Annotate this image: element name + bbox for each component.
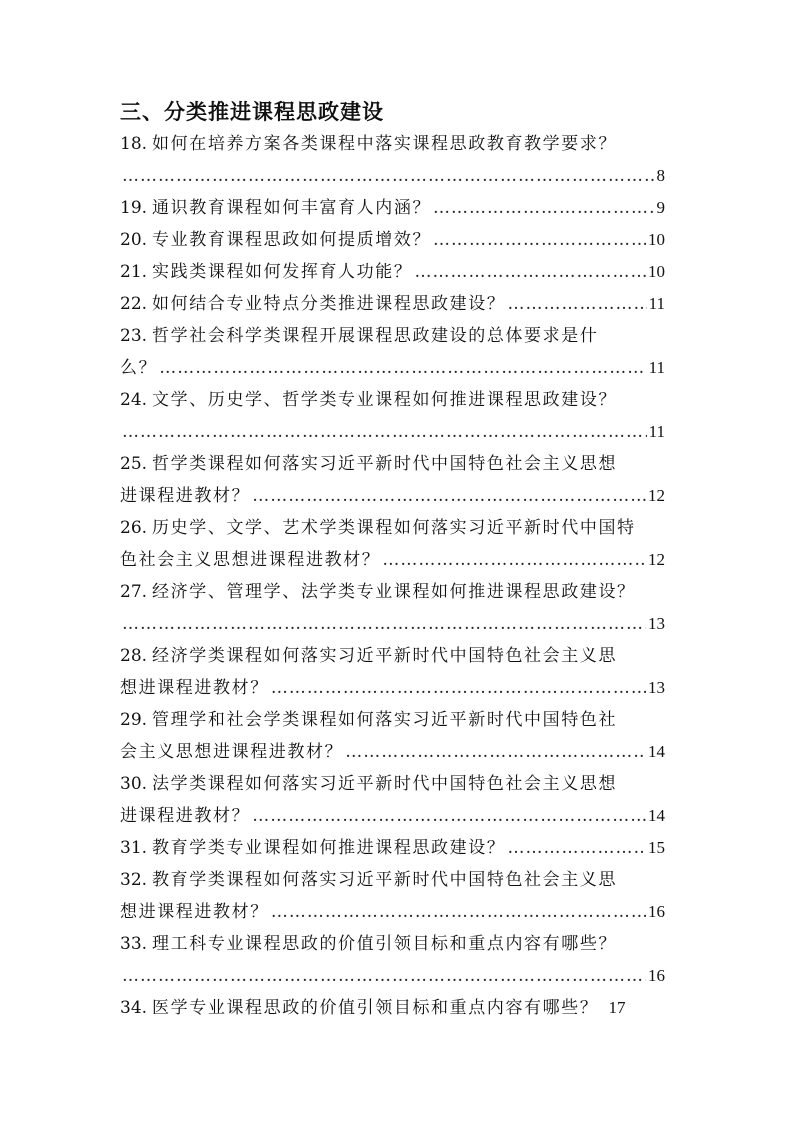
toc-entry-line bbox=[120, 416, 665, 448]
entry-number: 18. bbox=[120, 134, 148, 154]
toc-entry[interactable] bbox=[120, 576, 665, 640]
leader-dots bbox=[122, 608, 646, 640]
entry-page-number: 12 bbox=[648, 486, 665, 505]
entry-page-number: 16 bbox=[648, 902, 665, 921]
entry-page-number: 13 bbox=[648, 678, 665, 697]
entry-number: 29. bbox=[120, 710, 148, 730]
entry-page-number: 8 bbox=[656, 166, 665, 185]
table-of-contents bbox=[120, 128, 665, 1024]
toc-entry[interactable] bbox=[120, 928, 665, 992]
leader-dots bbox=[345, 736, 646, 768]
entry-title: 实践类课程如何发挥育人功能？ bbox=[152, 262, 413, 282]
entry-page-number: 14 bbox=[648, 806, 665, 825]
entry-title-continued: 进课程进教材？ bbox=[120, 486, 251, 506]
toc-entry-line bbox=[120, 736, 665, 768]
entry-page-number: 14 bbox=[648, 742, 665, 761]
toc-entry[interactable] bbox=[120, 768, 665, 832]
entry-title: 经济学、管理学、法学类专业课程如何推进课程思政建设？ bbox=[152, 582, 636, 602]
toc-entry-line bbox=[120, 448, 665, 480]
entry-number: 33. bbox=[120, 934, 148, 954]
toc-entry-line bbox=[120, 384, 665, 416]
toc-entry-line bbox=[120, 672, 665, 704]
toc-entry-line bbox=[120, 768, 665, 800]
entry-title: 如何在培养方案各类课程中落实课程思政教育教学要求？ bbox=[152, 134, 618, 154]
entry-number: 23. bbox=[120, 326, 148, 346]
toc-entry[interactable] bbox=[120, 128, 665, 192]
leader-dots bbox=[122, 960, 646, 992]
toc-entry-line bbox=[120, 608, 665, 640]
entry-number: 20. bbox=[120, 230, 148, 250]
entry-number: 28. bbox=[120, 646, 148, 666]
leader-dots bbox=[271, 672, 646, 704]
entry-number: 34. bbox=[120, 998, 148, 1018]
toc-entry-line bbox=[120, 928, 665, 960]
toc-entry-line bbox=[120, 288, 665, 320]
section-title: 三、分类推进课程思政建设 bbox=[120, 100, 384, 124]
entry-number: 22. bbox=[120, 294, 148, 314]
entry-title-continued: 么？ bbox=[120, 358, 158, 378]
toc-entry-line bbox=[120, 864, 665, 896]
entry-title: 法学类课程如何落实习近平新时代中国特色社会主义思想 bbox=[152, 774, 618, 794]
entry-page-number: 11 bbox=[648, 422, 665, 441]
toc-entry[interactable] bbox=[120, 448, 665, 512]
toc-entry-line bbox=[120, 896, 665, 928]
entry-number: 31. bbox=[120, 838, 148, 858]
entry-page-number: 12 bbox=[648, 550, 665, 569]
toc-entry[interactable] bbox=[120, 224, 665, 256]
leader-dots bbox=[159, 352, 646, 384]
entry-number: 27. bbox=[120, 582, 148, 602]
leader-dots bbox=[433, 192, 654, 224]
toc-entry-line bbox=[120, 640, 665, 672]
entry-page-number: 10 bbox=[648, 262, 665, 281]
entry-title-continued: 色社会主义思想进课程进教材？ bbox=[120, 550, 381, 570]
leader-dots bbox=[507, 288, 646, 320]
entry-page-number: 11 bbox=[648, 294, 665, 313]
entry-title-continued: 想进课程进教材？ bbox=[120, 678, 269, 698]
toc-entry[interactable] bbox=[120, 512, 665, 576]
toc-entry-line bbox=[120, 128, 665, 160]
toc-entry-line bbox=[120, 800, 665, 832]
entry-title: 文学、历史学、哲学类专业课程如何推进课程思政建设？ bbox=[152, 390, 618, 410]
entry-title-continued: 想进课程进教材？ bbox=[120, 902, 269, 922]
toc-entry[interactable] bbox=[120, 288, 665, 320]
toc-entry-line bbox=[120, 320, 665, 352]
entry-number: 25. bbox=[120, 454, 148, 474]
toc-entry[interactable] bbox=[120, 704, 665, 768]
toc-entry[interactable] bbox=[120, 864, 665, 928]
toc-entry-line bbox=[120, 256, 665, 288]
entry-title-continued: 会主义思想进课程进教材？ bbox=[120, 742, 344, 762]
leader-dots bbox=[414, 256, 646, 288]
entry-title: 哲学类课程如何落实习近平新时代中国特色社会主义思想 bbox=[152, 454, 618, 474]
toc-entry-line bbox=[120, 192, 665, 224]
entry-title: 教育学类专业课程如何推进课程思政建设？ bbox=[152, 838, 506, 858]
entry-page-number: 16 bbox=[648, 966, 665, 985]
entry-page-number: 9 bbox=[656, 198, 665, 217]
entry-title: 经济学类课程如何落实习近平新时代中国特色社会主义思 bbox=[152, 646, 618, 666]
leader-dots bbox=[122, 160, 655, 192]
toc-entry-line bbox=[120, 992, 665, 1024]
toc-entry[interactable] bbox=[120, 992, 665, 1024]
entry-title: 理工科专业课程思政的价值引领目标和重点内容有哪些？ bbox=[152, 934, 618, 954]
entry-number: 26. bbox=[120, 518, 148, 538]
leader-dots bbox=[433, 224, 646, 256]
entry-title: 教育学类课程如何落实习近平新时代中国特色社会主义思 bbox=[152, 870, 618, 890]
entry-title: 专业教育课程思政如何提质增效？ bbox=[152, 230, 432, 250]
toc-entry[interactable] bbox=[120, 320, 665, 384]
toc-entry-line bbox=[120, 480, 665, 512]
entry-number: 21. bbox=[120, 262, 148, 282]
leader-dots bbox=[252, 800, 646, 832]
toc-entry-line bbox=[120, 224, 665, 256]
entry-title: 历史学、文学、艺术学类课程如何落实习近平新时代中国特 bbox=[152, 518, 636, 538]
toc-entry-line bbox=[120, 576, 665, 608]
entry-title: 医学专业课程思政的价值引领目标和重点内容有哪些？ bbox=[152, 998, 599, 1018]
leader-dots bbox=[507, 832, 646, 864]
toc-entry-line bbox=[120, 960, 665, 992]
leader-dots bbox=[382, 544, 646, 576]
entry-page-number: 11 bbox=[648, 358, 665, 377]
entry-number: 30. bbox=[120, 774, 148, 794]
entry-title: 哲学社会科学类课程开展课程思政建设的总体要求是什 bbox=[152, 326, 599, 346]
toc-entry-line bbox=[120, 512, 665, 544]
entry-number: 24. bbox=[120, 390, 148, 410]
entry-number: 19. bbox=[120, 198, 148, 218]
entry-page-number: 10 bbox=[648, 230, 665, 249]
toc-entry[interactable] bbox=[120, 192, 665, 224]
toc-entry-line bbox=[120, 160, 665, 192]
entry-page-number: 17 bbox=[608, 998, 626, 1017]
entry-title-continued: 进课程进教材？ bbox=[120, 806, 251, 826]
entry-number: 32. bbox=[120, 870, 148, 890]
leader-dots bbox=[122, 416, 647, 448]
entry-title: 管理学和社会学类课程如何落实习近平新时代中国特色社 bbox=[152, 710, 618, 730]
toc-entry-line bbox=[120, 832, 665, 864]
toc-entry-line bbox=[120, 352, 665, 384]
toc-entry[interactable] bbox=[120, 256, 665, 288]
toc-entry[interactable] bbox=[120, 832, 665, 864]
toc-entry-line bbox=[120, 544, 665, 576]
leader-dots bbox=[271, 896, 646, 928]
entry-page-number: 15 bbox=[648, 838, 665, 857]
leader-dots bbox=[252, 480, 646, 512]
toc-entry[interactable] bbox=[120, 640, 665, 704]
entry-page-number: 13 bbox=[648, 614, 665, 633]
toc-entry-line bbox=[120, 704, 665, 736]
toc-entry[interactable] bbox=[120, 384, 665, 448]
entry-title: 通识教育课程如何丰富育人内涵？ bbox=[152, 198, 432, 218]
entry-title: 如何结合专业特点分类推进课程思政建设？ bbox=[152, 294, 506, 314]
